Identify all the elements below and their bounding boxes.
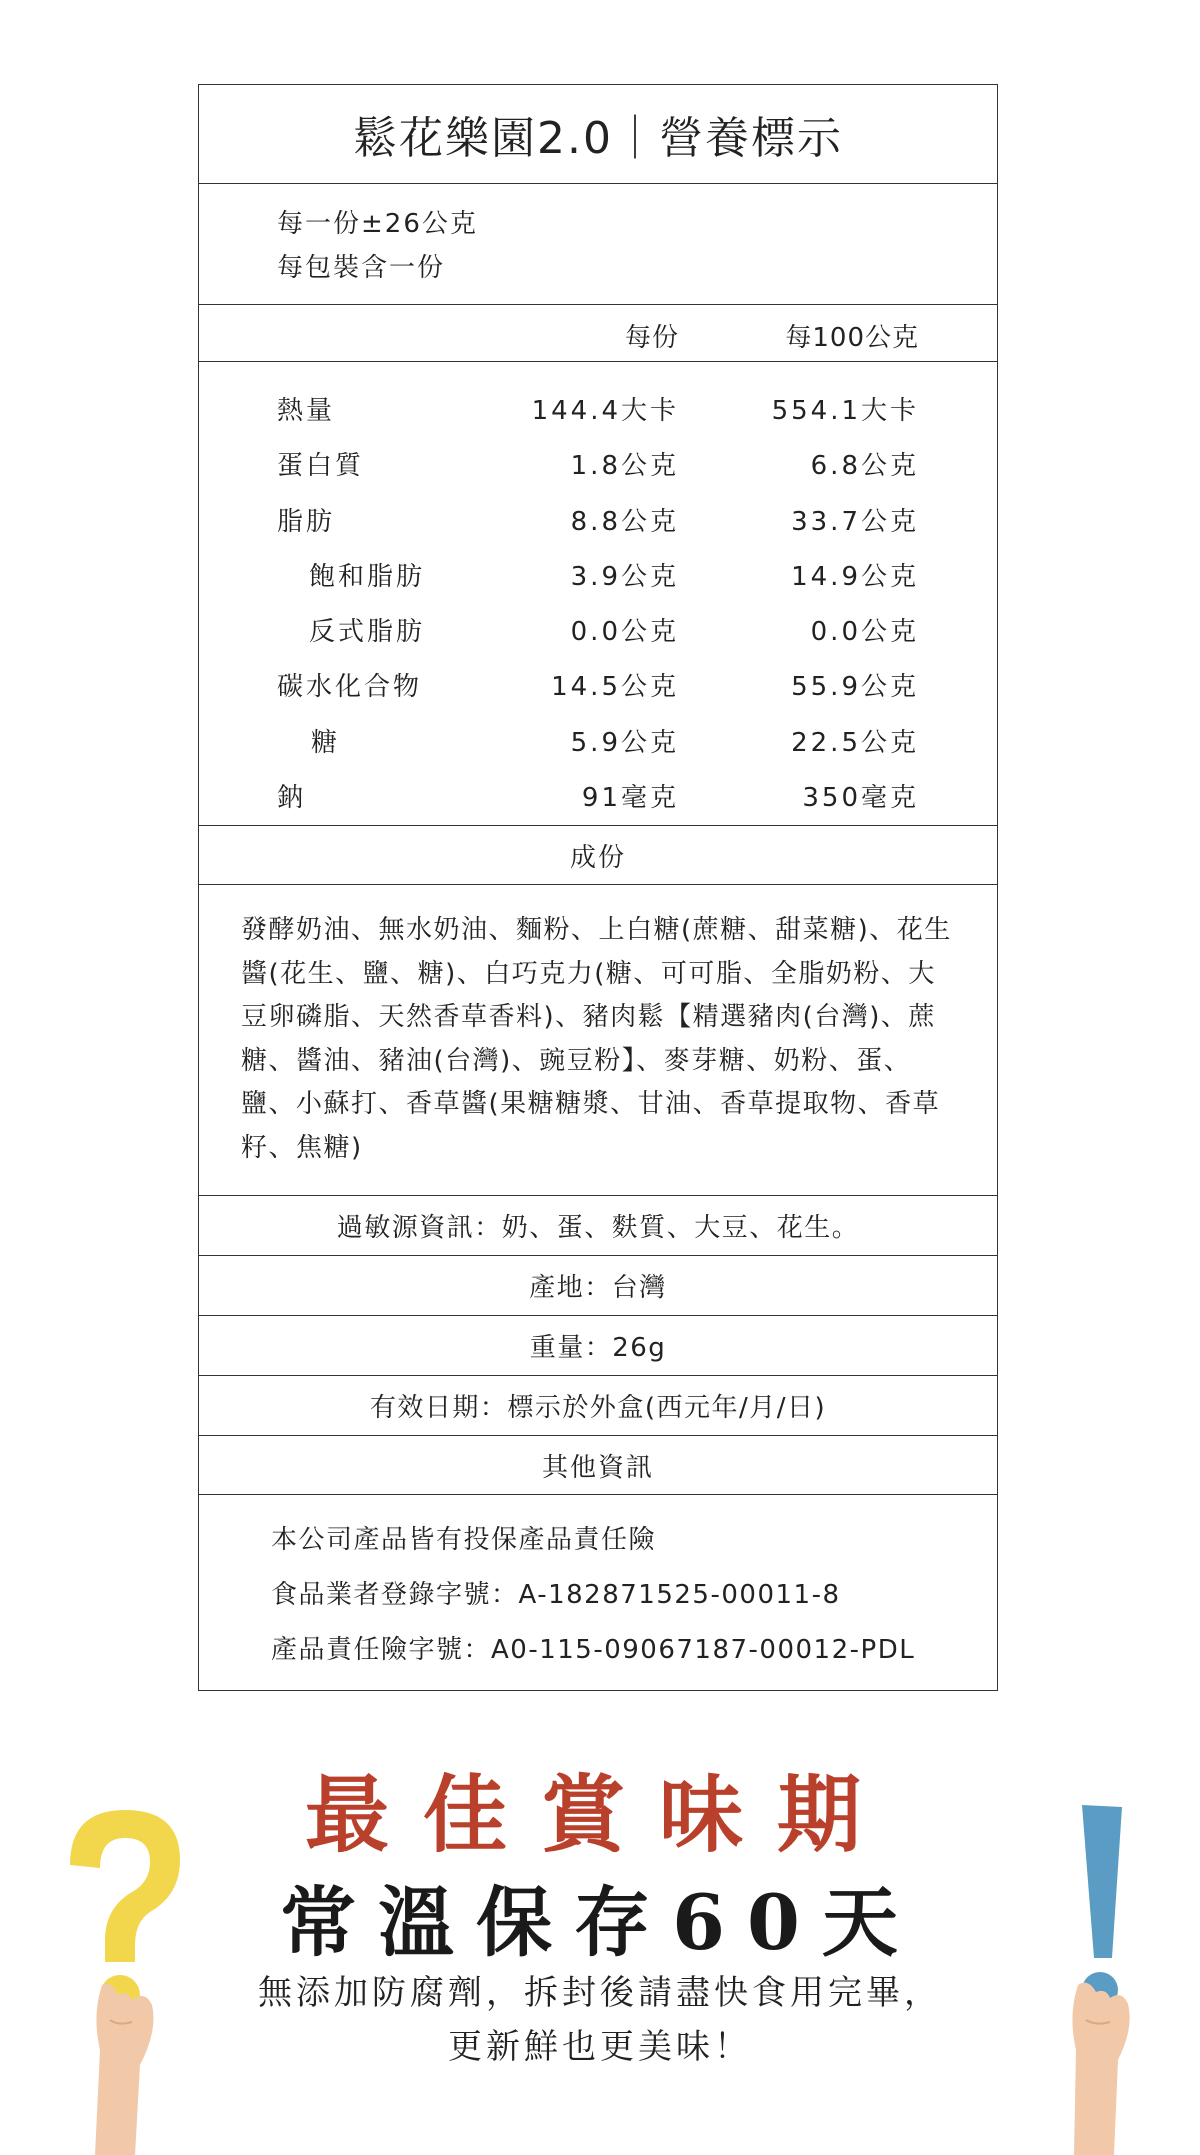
nutrition-row [199,544,997,599]
nutrition-row [199,710,997,765]
ingredients-heading: 成份 [199,826,997,885]
column-header-per-serving: 每份 [624,323,679,353]
nutrient-per-serving: 144.4大卡 [531,396,679,426]
nutrient-per-serving: 5.9公克 [570,727,679,758]
nutrient-per-serving: 91毫克 [581,783,679,814]
nutrient-per-100g: 14.9公克 [791,561,919,592]
exclamation-mark-hand-icon [1030,1790,1180,2155]
question-mark-hand-icon [40,1790,190,2155]
ingredients-text: 發酵奶油、無水奶油、麵粉、上白糖(蔗糖、甜菜糖)、花生醬(花生、鹽、糖)、白巧克力(糖、可可脂、全脂奶粉、大豆卵磷脂、天然香草香料)、豬肉鬆【精選豬肉(台灣)、蔗糖、醬油、豬油(台灣)、豌豆粉】、麥芽糖、奶粉、蛋、鹽、小蘇打、香草醬(果糖糖漿、甘油、香草提取物、香草籽、焦糖) [199,885,997,1196]
freshness-note-line1: 無添加防腐劑，拆封後請盡快食用完畢， [258,1973,942,2013]
nutrient-per-100g: 55.9公克 [791,672,919,703]
nutrient-per-100g: 0.0公克 [810,617,919,648]
shelf-life-heading: 常溫保存60天 [280,1878,920,1967]
nutrient-per-100g: 33.7公克 [791,506,919,537]
nutrient-name: 糖 [311,727,341,758]
allergen-info: 過敏源資訊：奶、蛋、麩質、大豆、花生。 [199,1196,997,1256]
servings-per-package: 每包裝含一份 [277,253,446,283]
nutrient-name: 反式脂肪 [309,617,426,648]
serving-size: 每一份±26公克 [277,209,478,239]
nutrient-name: 蛋白質 [277,451,365,482]
nutrient-name: 碳水化合物 [277,672,423,703]
nutrition-row [199,433,997,488]
nutrient-per-serving: 14.5公克 [551,672,679,703]
other-info [199,1495,997,1690]
nutrient-name: 鈉 [277,783,307,814]
nutrient-per-100g: 22.5公克 [791,727,919,758]
nutrient-per-serving: 3.9公克 [570,561,679,592]
nutrition-row [199,378,997,433]
nutrient-name: 脂肪 [277,506,336,537]
nutrition-table [199,362,997,826]
column-header-per-100g: 每100公克 [785,323,919,353]
freshness-note-line2: 更新鮮也更美味！ [448,2027,752,2067]
nutrient-per-serving: 1.8公克 [570,451,679,482]
insurance-number: 產品責任險字號：A0-115-09067187-00012-PDL [271,1635,916,1665]
insurance-note: 本公司產品皆有投保產品責任險 [271,1525,657,1555]
other-info-heading: 其他資訊 [199,1436,997,1495]
origin-info: 產地：台灣 [199,1256,997,1316]
registration-number: 食品業者登錄字號：A-182871525-00011-8 [271,1580,841,1610]
expiry-info: 有效日期：標示於外盒(西元年/月/日) [199,1376,997,1436]
column-header-row [199,305,997,362]
nutrient-per-100g: 554.1大卡 [771,396,919,426]
nutrient-name: 飽和脂肪 [309,561,426,592]
nutrient-per-serving: 0.0公克 [570,617,679,648]
best-before-heading: 最佳賞味期 [304,1765,895,1864]
nutrient-name: 熱量 [277,396,336,426]
weight-info: 重量：26g [199,1316,997,1376]
nutrient-per-serving: 8.8公克 [570,506,679,537]
nutrition-row [199,489,997,544]
serving-info [199,184,997,305]
nutrition-row [199,599,997,654]
nutrient-per-100g: 6.8公克 [810,451,919,482]
nutrition-label [198,84,998,1691]
nutrition-row [199,654,997,709]
nutrient-per-100g: 350毫克 [802,783,919,814]
nutrition-row [199,765,997,820]
label-title: 鬆花樂園2.0｜營養標示 [199,85,997,184]
